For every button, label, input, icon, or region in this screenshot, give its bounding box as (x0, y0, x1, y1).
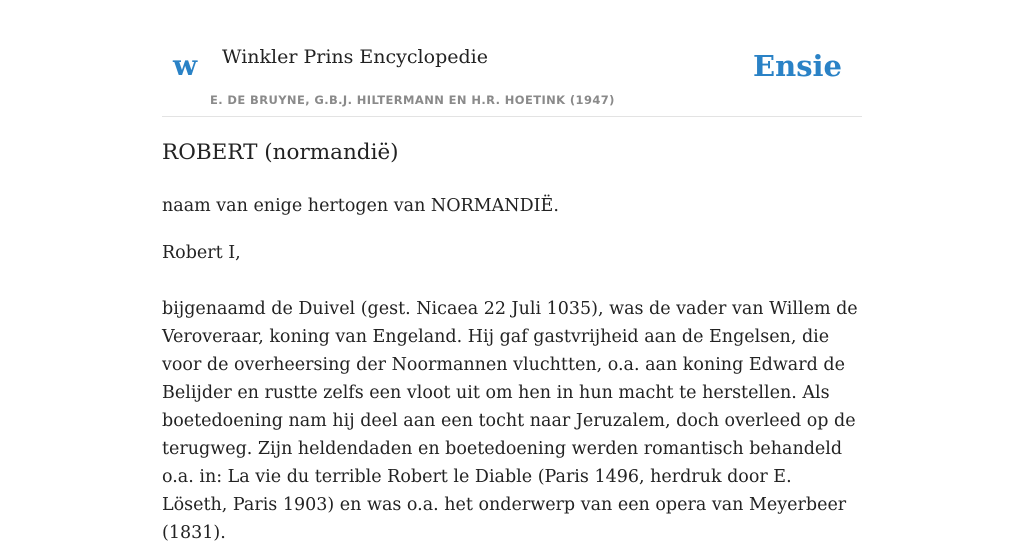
winkler-prins-logo-icon[interactable]: w (173, 49, 198, 82)
article-paragraph: naam van enige hertogen van NORMANDIË. (162, 196, 559, 216)
source-authors: E. DE BRUYNE, G.B.J. HILTERMANN EN H.R. HOETINK (1947) (210, 93, 615, 107)
ensie-logo[interactable]: Ensie (753, 49, 842, 83)
content-container (162, 0, 862, 543)
article-title: ROBERT (normandië) (162, 140, 399, 165)
article-paragraph: bijgenaamd de Duivel (gest. Nicaea 22 Juli 1035), was de vader van Willem de Veroveraar, koning van Engeland. Hij gaf gastvrijheid aan de Engelsen, die voor de overheersing der Noormannen vluchtten, o.a. aan koning Edward de Belijder en rustte zelfs een vloot uit om hen in hun macht te herstellen. Als boetedoening nam hij deel aan een tocht naar Jeruzalem, doch overleed op de terugweg. Zijn heldendaden en boetedoening werden romantisch behandeld o.a. in: La vie du terrible Robert le Diable (Paris 1496, herdruk door E. Löseth, Paris 1903) en was o.a. het onderwerp van een opera van Meyerbeer (1831). (162, 299, 858, 543)
source-header (162, 0, 862, 117)
source-title[interactable]: Winkler Prins Encyclopedie (222, 46, 488, 68)
article-paragraph: Robert I, (162, 243, 241, 263)
